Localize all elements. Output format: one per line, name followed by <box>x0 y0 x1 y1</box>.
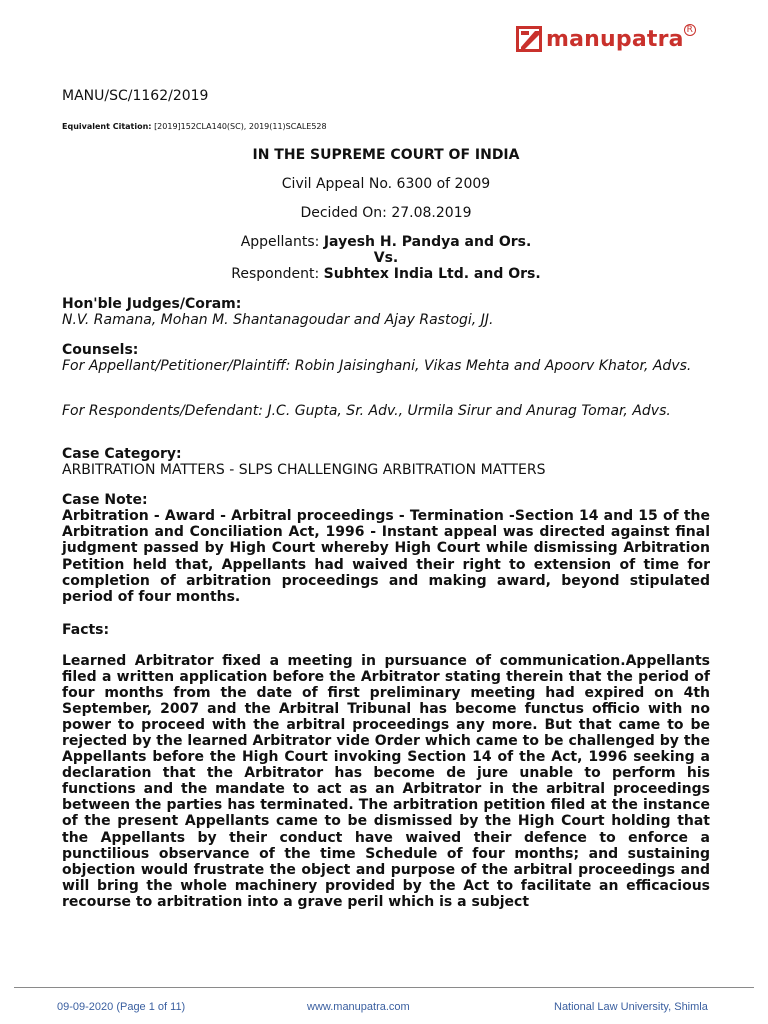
appeal-number: Civil Appeal No. 6300 of 2009 <box>281 176 491 192</box>
equivalent-citation-label: Equivalent Citation: <box>62 122 152 131</box>
versus: Vs. <box>373 250 399 266</box>
respondent-counsel <box>62 403 710 419</box>
case-category-heading: Case Category: <box>62 446 182 462</box>
registered-mark: R <box>684 24 696 36</box>
appellant-counsel <box>62 358 710 374</box>
decided-date: Decided On: 27.08.2019 <box>300 205 472 221</box>
appellants-names: Jayesh H. Pandya and Ors. <box>323 234 532 250</box>
appellants-line <box>62 234 710 250</box>
judges-names: N.V. Ramana, Mohan M. Shantanagoudar and Ajay Rastogi, JJ. <box>62 312 494 328</box>
respondent-label: Respondent: <box>231 266 320 282</box>
appellant-counsel-label: For Appellant/Petitioner/Plaintiff: <box>62 358 291 374</box>
facts-heading: Facts: <box>62 622 110 638</box>
appellant-counsel-names: Robin Jaisinghani, Vikas Mehta and Apoorv Khator, Advs. <box>294 358 692 374</box>
equivalent-citation-value: [2019]152CLA140(SC), 2019(11)SCALE528 <box>154 122 327 131</box>
respondent-names: Subhtex India Ltd. and Ors. <box>323 266 541 282</box>
brand-name: manupatra <box>546 26 684 52</box>
facts-text: Learned Arbitrator fixed a meeting in pursuance of communication.Appellants filed a written application before the Arbitrator stating therein that the period of four months from the date of first preliminary meeting had expired on 4th September, 2007 and the Arbitral Tribunal has become functus officio with no power to proceed with the arbitral proceedings any more. But that came to be rejected by the learned Arbitrator vide Order which came to be challenged by the Appellants before the High Court invoking Section 14 of the Act, 1996 seeking a declaration that the Arbitrator has become de jure unable to perform his functions and the mandate to act as an Arbitrator in the arbitral proceedings between the parties has terminated. The arbitration petition filed at the instance of the present Appellants came to be dismissed by the High Court holding that the Appellants by their conduct have waived their defence to enforce a punctilious observance of the time Schedule of four months; and sustaining objection would frustrate the object and purpose of the arbitral proceedings and will bring the whole machinery provided by the Act to facilitate an efficacious recourse to arbitration into a grave peril which is a subject <box>62 653 710 910</box>
footer-site-link[interactable]: www.manupatra.com <box>307 1001 410 1013</box>
court-name: IN THE SUPREME COURT OF INDIA <box>252 147 520 163</box>
case-note-text: Arbitration - Award - Arbitral proceedings - Termination -Section 14 and 15 of the Arbitration and Conciliation Act, 1996 - Instant appeal was directed against final judgment passed by High Court whereby High Court while dismissing Arbitration Petition held that, Appellants had waived their right to extension of time for completion of arbitration proceedings and making award, beyond stipulated period of four months. <box>62 508 710 606</box>
case-category-value: ARBITRATION MATTERS - SLPS CHALLENGING ARBITRATION MATTERS <box>62 462 546 478</box>
counsels-heading: Counsels: <box>62 342 139 358</box>
respondent-line <box>62 266 710 282</box>
respondent-counsel-label: For Respondents/Defendant: <box>62 403 264 419</box>
footer-institution: National Law University, Shimla <box>554 1001 708 1013</box>
respondent-counsel-names: J.C. Gupta, Sr. Adv., Urmila Sirur and Anurag Tomar, Advs. <box>267 403 671 419</box>
footer-date-page: 09-09-2020 (Page 1 of 11) <box>57 1001 186 1013</box>
manupatra-logo-icon <box>516 26 542 52</box>
appellants-label: Appellants: <box>240 234 320 250</box>
footer-divider <box>14 987 754 988</box>
case-note-heading: Case Note: <box>62 492 148 508</box>
manupatra-logo <box>516 22 693 56</box>
equivalent-citation <box>62 122 327 131</box>
judges-heading: Hon'ble Judges/Coram: <box>62 296 242 312</box>
manu-citation: MANU/SC/1162/2019 <box>62 88 209 104</box>
